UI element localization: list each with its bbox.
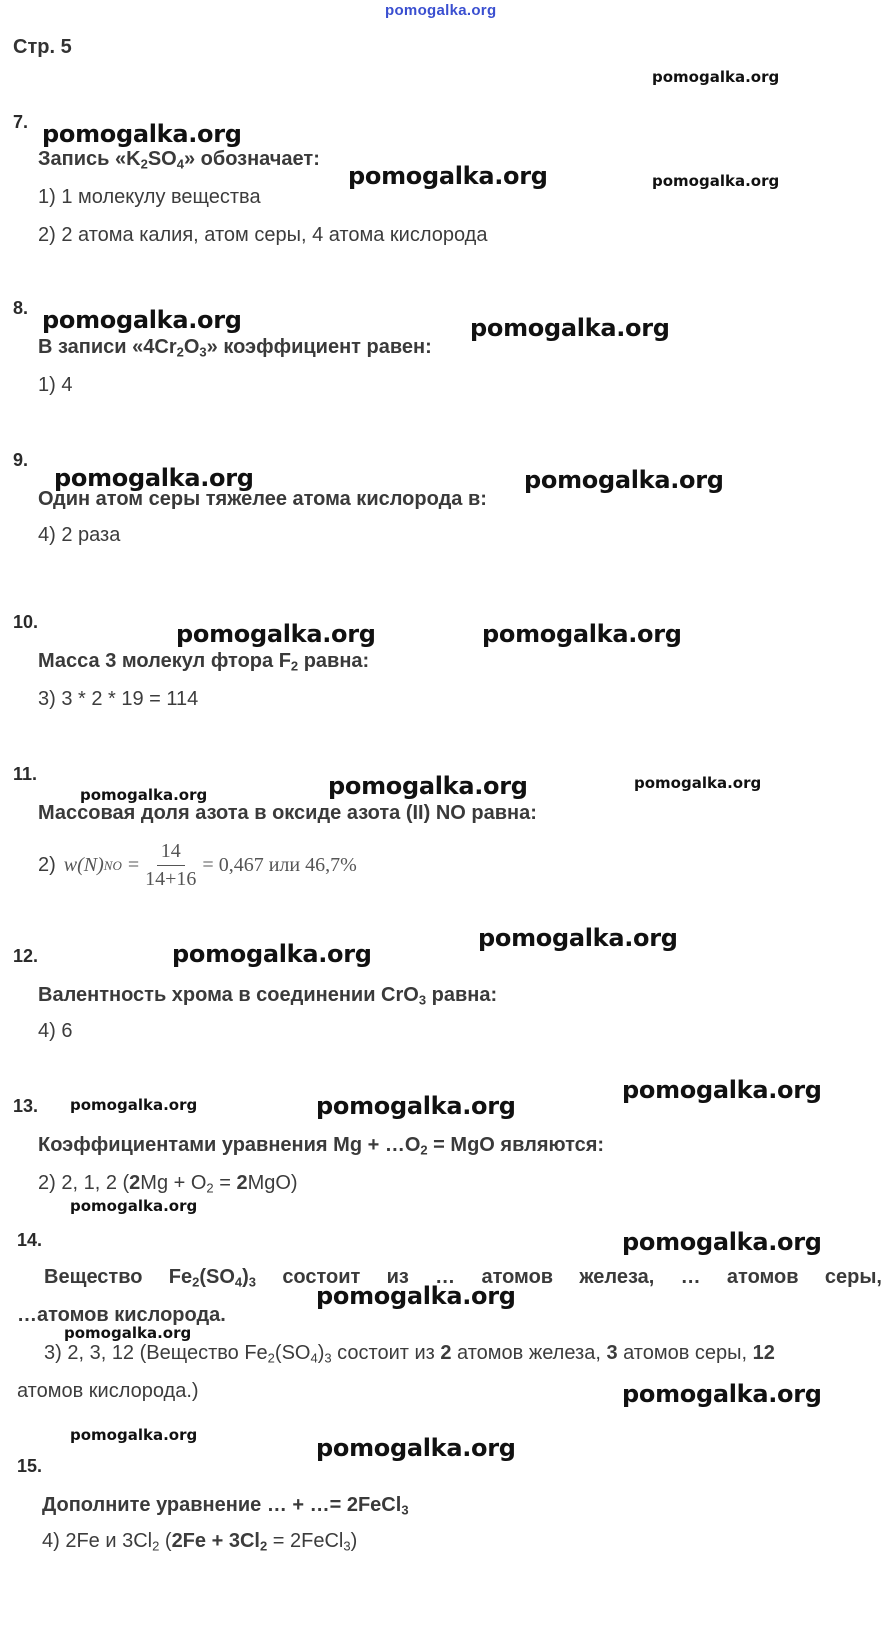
watermark: pomogalka.org <box>652 172 780 190</box>
question-number: 12. <box>13 946 39 966</box>
answer-text: 2) 2 атома калия, атом серы, 4 атома кислорода <box>38 224 488 246</box>
answer-text: 1) 1 молекулу вещества <box>38 186 261 208</box>
fraction-denominator: 14+16 <box>145 868 197 890</box>
answer-text: 4) 2Fe и $3Cl_2$ ($2Fe + 3Cl_2$ = 2FeCl$_3$) <box>42 1530 358 1554</box>
fraction-numerator: 14 <box>157 840 185 866</box>
formula-sub: NO <box>103 857 122 873</box>
answer-text: 3) 2, 3, 12 (Вещество $Fe_2(SO_4)_3$ состоит из 2 атомов железа, 3 атомов серы, 12 <box>44 1342 775 1366</box>
question-number: 11. <box>13 764 38 784</box>
formula-eq: = <box>127 854 140 876</box>
question-text: Дополните уравнение … + …= 2FeCl$_3$ <box>42 1494 409 1518</box>
watermark: pomogalka.org <box>622 1228 822 1256</box>
top-watermark: pomogalka.org <box>385 2 497 19</box>
question-number: 8. <box>13 298 29 318</box>
question-text: Вещество $Fe_2(SO_4)_3$ состоит из … атомов железа, … атомов серы, <box>44 1266 882 1290</box>
question-text: Один атом серы тяжелее атома кислорода в: <box>38 488 487 510</box>
watermark: pomogalka.org <box>622 1076 822 1104</box>
watermark: pomogalka.org <box>470 314 670 342</box>
answer-text: 1) 4 <box>38 374 73 396</box>
question-number: 10. <box>13 612 39 632</box>
watermark: pomogalka.org <box>64 1324 192 1342</box>
watermark: pomogalka.org <box>316 1434 516 1462</box>
watermark: pomogalka.org <box>176 620 376 648</box>
watermark: pomogalka.org <box>80 786 208 804</box>
question-number: 13. <box>13 1096 39 1116</box>
question-text: Запись «$K_2SO_4$» обозначает: <box>38 148 320 172</box>
question-text: …атомов кислорода. <box>17 1304 226 1326</box>
question-text: Валентность хрома в соединении CrO$_3$ равна: <box>38 984 498 1008</box>
formula <box>38 840 357 891</box>
watermark: pomogalka.org <box>42 120 242 148</box>
watermark: pomogalka.org <box>652 68 780 86</box>
page-label: Стр. 5 <box>13 36 72 58</box>
watermark: pomogalka.org <box>42 306 242 334</box>
question-number: 15. <box>17 1456 43 1476</box>
watermark: pomogalka.org <box>54 464 254 492</box>
question-text: В записи «$4Cr_2O_3$» коэффициент равен: <box>38 336 432 360</box>
answer-text: 4) 2 раза <box>38 524 121 546</box>
question-text: Коэффициентами уравнения $Mg + \dots O_2$ = MgO являются: <box>38 1134 605 1158</box>
watermark: pomogalka.org <box>634 774 762 792</box>
watermark: pomogalka.org <box>172 940 372 968</box>
formula-fraction <box>145 840 196 891</box>
answer-text: 3) 3 * 2 * 19 = 114 <box>38 688 199 710</box>
watermark: pomogalka.org <box>328 772 528 800</box>
watermark: pomogalka.org <box>524 466 724 494</box>
answer-text: 4) 6 <box>38 1020 73 1042</box>
watermark: pomogalka.org <box>70 1197 198 1215</box>
question-text: Массовая доля азота в оксиде азота (II) NO равна: <box>38 802 537 824</box>
question-text: Масса 3 молекул фтора $F_2$ равна: <box>38 650 370 674</box>
watermark: pomogalka.org <box>348 162 548 190</box>
answer-text: атомов кислорода.) <box>17 1380 199 1402</box>
watermark: pomogalka.org <box>316 1282 516 1310</box>
watermark: pomogalka.org <box>316 1092 516 1120</box>
watermark: pomogalka.org <box>478 924 678 952</box>
watermark: pomogalka.org <box>70 1096 198 1114</box>
formula-w: w(N) <box>63 854 104 876</box>
watermark: pomogalka.org <box>482 620 682 648</box>
watermark: pomogalka.org <box>622 1380 822 1408</box>
answer-prefix: 2) <box>38 854 56 876</box>
question-number: 9. <box>13 450 29 470</box>
answer-text: 2) 2, 1, 2 $(2Mg + O_2 = 2MgO)$ <box>38 1172 298 1196</box>
formula-result: = 0,467 или 46,7% <box>202 854 357 876</box>
question-number: 14. <box>17 1230 43 1250</box>
question-number: 7. <box>13 112 29 132</box>
watermark: pomogalka.org <box>70 1426 198 1444</box>
